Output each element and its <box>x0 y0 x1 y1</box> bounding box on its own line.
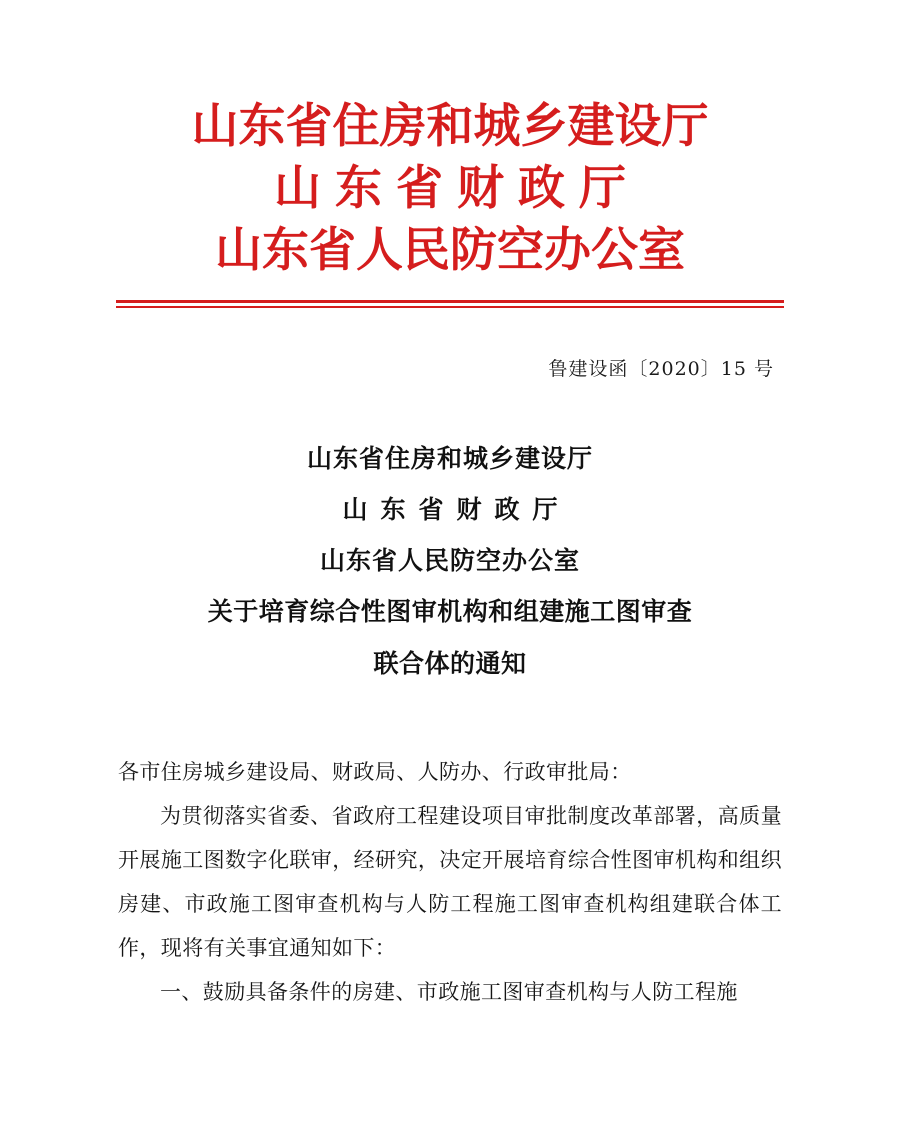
letterhead-line-3: 山东省人民防空办公室 <box>215 223 685 278</box>
title-issuer-2: 山东省财政厅 <box>342 494 571 524</box>
title-block <box>118 433 782 690</box>
document-body <box>118 750 782 1014</box>
document-number: 鲁建设函〔2020〕15 号 <box>548 357 774 380</box>
letterhead-line-1: 山东省住房和城乡建设厅 <box>191 99 709 154</box>
letterhead-divider <box>116 300 784 308</box>
body-paragraph-2: 一、鼓励具备条件的房建、市政施工图审查机构与人防工程施 <box>160 979 738 1004</box>
title-subject-line-1: 关于培育综合性图审机构和组建施工图审查 <box>207 596 693 626</box>
divider-thin-rule <box>116 306 784 308</box>
letterhead-line-2: 山东省财政厅 <box>274 161 640 216</box>
title-issuer-3: 山东省人民防空办公室 <box>319 545 580 575</box>
letterhead <box>118 0 782 282</box>
title-subject-line-2: 联合体的通知 <box>373 648 527 678</box>
body-paragraph-1: 为贯彻落实省委、省政府工程建设项目审批制度改革部署，高质量开展施工图数字化联审，经研究，决定开展培育综合性图审机构和组织房建、市政施工图审查机构与人防工程施工图审查机构组建联合体工作，现将有关事宜通知如下： <box>118 803 782 960</box>
body-salutation: 各市住房城乡建设局、财政局、人防办、行政审批局： <box>118 759 632 784</box>
title-issuer-1: 山东省住房和城乡建设厅 <box>306 443 593 473</box>
